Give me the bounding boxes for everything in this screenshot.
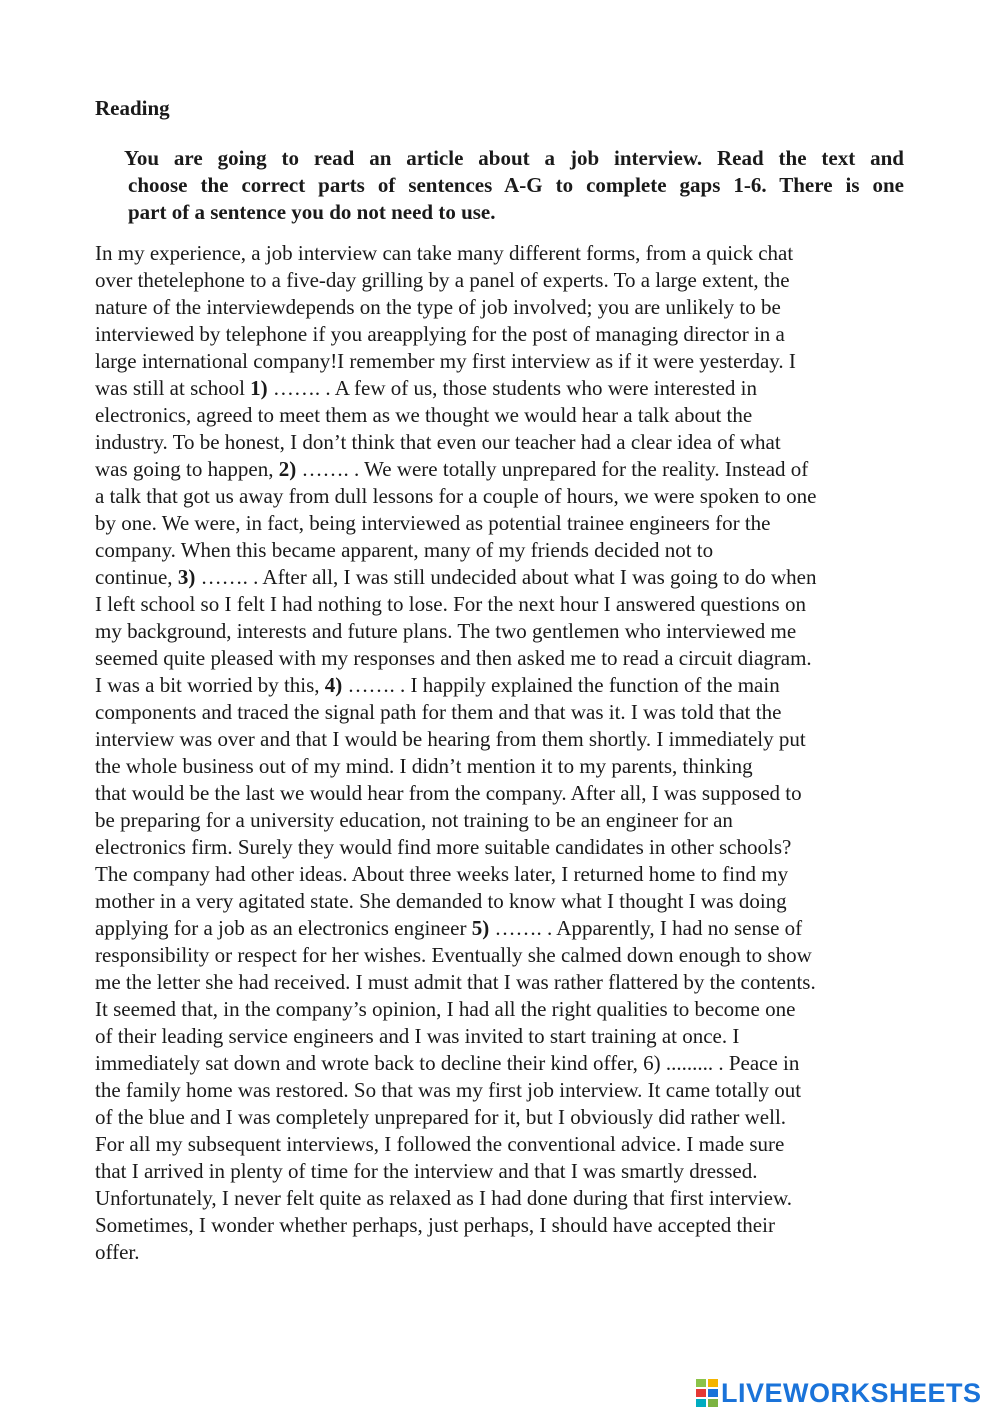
article-line	[95, 834, 915, 861]
gap-number: 3)	[177, 565, 196, 589]
article-line	[95, 483, 915, 510]
article-text-segment: industry. To be honest, I don’t think that even our teacher had a clear idea of what	[95, 430, 781, 454]
instruction-line: part of a sentence you do not need to use.	[128, 200, 496, 224]
article-line	[95, 429, 915, 456]
section-title: Reading	[95, 96, 170, 120]
article-text-segment: electronics firm. Surely they would find more suitable candidates in other schools?	[95, 835, 792, 859]
article-line	[95, 1023, 915, 1050]
article-text-segment: that I arrived in plenty of time for the interview and that I was smartly dressed.	[95, 1159, 758, 1183]
article-text-segment: interviewed by telephone if you areapplying for the post of managing director in a	[95, 322, 785, 346]
article-line	[95, 969, 915, 996]
article-line	[95, 861, 915, 888]
article-line	[95, 1212, 915, 1239]
article-line	[95, 348, 915, 375]
article-line	[95, 537, 915, 564]
article-line	[95, 807, 915, 834]
logo-block	[696, 1399, 706, 1407]
article-text-segment: mother in a very agitated state. She demanded to know what I thought I was doing	[95, 889, 787, 913]
article-line	[95, 1239, 915, 1266]
article-text-segment: of the blue and I was completely unprepared for it, but I obviously did rather well.	[95, 1105, 787, 1129]
article-text-segment: ……. . I happily explained the function of the main	[342, 673, 780, 697]
article-line	[95, 456, 915, 483]
article-text-segment: Sometimes, I wonder whether perhaps, just perhaps, I should have accepted their	[95, 1213, 775, 1237]
article-line	[95, 1050, 915, 1077]
article-text-segment: my background, interests and future plans. The two gentlemen who interviewed me	[95, 619, 797, 643]
article-line	[95, 1077, 915, 1104]
article-text-segment: In my experience, a job interview can take many different forms, from a quick chat	[95, 241, 794, 265]
logo-block	[696, 1379, 706, 1387]
article-line	[95, 888, 915, 915]
article-line	[95, 753, 915, 780]
article-line	[95, 915, 915, 942]
article-line	[95, 726, 915, 753]
article-text-segment: was going to happen,	[95, 457, 279, 481]
article-text-segment: continue,	[95, 565, 178, 589]
article-text-segment: components and traced the signal path for them and that was it. I was told that the	[95, 700, 782, 724]
article-text-segment: applying for a job as an electronics engineer	[95, 916, 472, 940]
article-text-segment: of their leading service engineers and I was invited to start training at once. I	[95, 1024, 740, 1048]
article-text-segment: over thetelephone to a five-day grilling by a panel of experts. To a large extent, the	[95, 268, 790, 292]
gap-number: 1)	[250, 376, 268, 400]
article-text-segment: be preparing for a university education, not training to be an engineer for an	[95, 808, 733, 832]
logo-block	[708, 1399, 718, 1407]
article-line	[95, 321, 915, 348]
article-line	[95, 564, 915, 591]
article-line	[95, 375, 915, 402]
gap-number: 4)	[324, 673, 343, 697]
article-text-segment: interview was over and that I would be hearing from them shortly. I immediately put	[95, 727, 806, 751]
instruction-line: choose the correct parts of sentences A-G to complete gaps 1-6. There is one	[128, 173, 904, 197]
article-text-segment: ……. . A few of us, those students who were interested in	[267, 376, 757, 400]
article-text-segment: a talk that got us away from dull lessons for a couple of hours, we were spoken to one	[95, 484, 817, 508]
article-line	[95, 267, 915, 294]
article-text	[95, 240, 915, 1266]
article-text-segment: nature of the interviewdepends on the type of job involved; you are unlikely to be	[95, 295, 781, 319]
article-text-segment: immediately sat down and wrote back to decline their kind offer, 6) ......... . Peace in	[95, 1051, 800, 1075]
article-line	[95, 645, 915, 672]
gap-number: 2)	[278, 457, 297, 481]
article-text-segment: the whole business out of my mind. I didn’t mention it to my parents, thinking	[95, 754, 753, 778]
article-line	[95, 510, 915, 537]
article-text-segment: responsibility or respect for her wishes. Eventually she calmed down enough to show	[95, 943, 812, 967]
article-text-segment: ……. . After all, I was still undecided about what I was going to do when	[195, 565, 817, 589]
article-line	[95, 1185, 915, 1212]
article-line	[95, 1104, 915, 1131]
article-line	[95, 618, 915, 645]
article-text-segment: by one. We were, in fact, being interviewed as potential trainee engineers for the	[95, 511, 771, 535]
task-instructions	[124, 145, 904, 226]
article-text-segment: large international company!I remember my first interview as if it were yesterday. I	[95, 349, 796, 373]
article-line	[95, 591, 915, 618]
article-text-segment: ……. . We were totally unprepared for the reality. Instead of	[296, 457, 809, 481]
article-line	[95, 1131, 915, 1158]
article-text-segment: company. When this became apparent, many of my friends decided not to	[95, 538, 714, 562]
logo-block	[708, 1389, 718, 1397]
instruction-line: You are going to read an article about a job interview. Read the text and	[124, 146, 904, 170]
article-text-segment: I was a bit worried by this,	[95, 673, 325, 697]
article-line	[95, 402, 915, 429]
article-text-segment: was still at school	[95, 376, 251, 400]
logo-block	[696, 1389, 706, 1397]
article-text-segment: the family home was restored. So that was my first job interview. It came totally out	[95, 1078, 802, 1102]
logo-blocks-icon	[696, 1379, 718, 1407]
logo-block	[708, 1379, 718, 1387]
article-text-segment: Unfortunately, I never felt quite as relaxed as I had done during that first interview.	[95, 1186, 793, 1210]
article-line	[95, 699, 915, 726]
article-line	[95, 996, 915, 1023]
article-text-segment: that would be the last we would hear from the company. After all, I was supposed to	[95, 781, 802, 805]
article-line	[95, 780, 915, 807]
article-text-segment: ……. . Apparently, I had no sense of	[489, 916, 803, 940]
article-text-segment: offer.	[95, 1240, 140, 1264]
gap-number: 5)	[471, 916, 490, 940]
article-line	[95, 294, 915, 321]
liveworksheets-logo	[696, 1376, 982, 1410]
article-text-segment: The company had other ideas. About three weeks later, I returned home to find my	[95, 862, 789, 886]
article-text-segment: me the letter she had received. I must admit that I was rather flattered by the contents.	[95, 970, 816, 994]
article-text-segment: I left school so I felt I had nothing to lose. For the next hour I answered questions on	[95, 592, 806, 616]
article-line	[95, 1158, 915, 1185]
article-text-segment: It seemed that, in the company’s opinion, I had all the right qualities to become one	[95, 997, 796, 1021]
article-text-segment: seemed quite pleased with my responses and then asked me to read a circuit diagram.	[95, 646, 812, 670]
logo-text: LIVEWORKSHEETS	[721, 1377, 982, 1408]
article-text-segment: electronics, agreed to meet them as we thought we would hear a talk about the	[95, 403, 753, 427]
article-line	[95, 672, 915, 699]
article-line	[95, 240, 915, 267]
article-line	[95, 942, 915, 969]
article-text-segment: For all my subsequent interviews, I followed the conventional advice. I made sure	[95, 1132, 785, 1156]
